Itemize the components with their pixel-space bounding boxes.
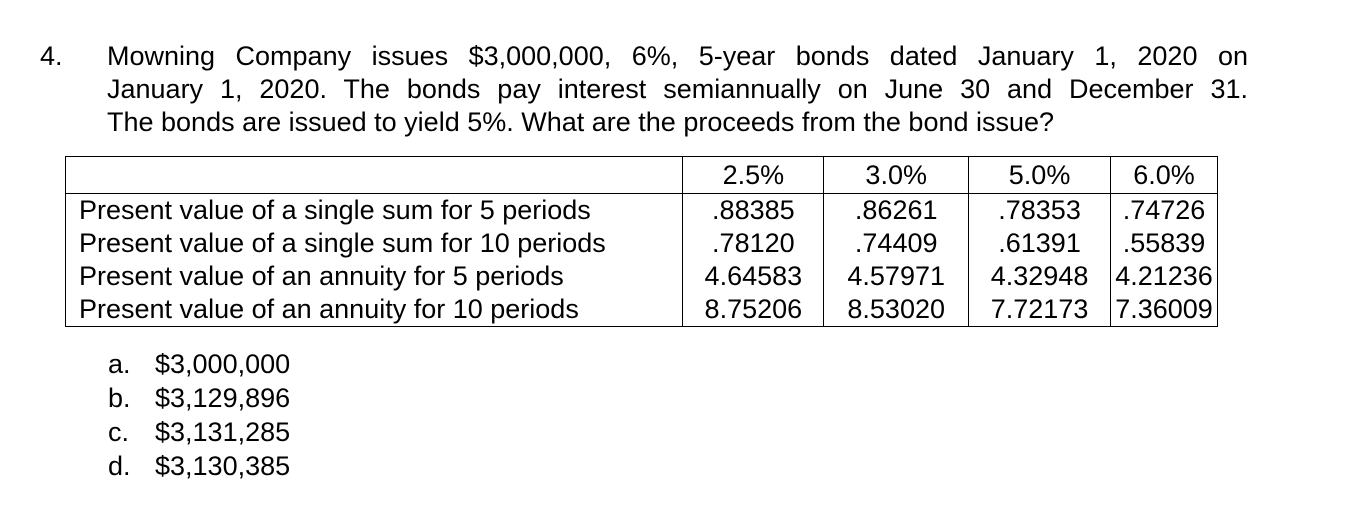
option-letter: a. bbox=[108, 349, 131, 379]
table-cell: 4.32948 bbox=[969, 260, 1111, 293]
table-cell: 4.57971 bbox=[824, 260, 969, 293]
question-number: 4. bbox=[40, 41, 63, 71]
table-cell: 8.53020 bbox=[824, 293, 969, 327]
table-cell: .88385 bbox=[683, 194, 824, 228]
answer-options bbox=[108, 347, 290, 483]
table-cell: 7.36009 bbox=[1110, 293, 1217, 327]
table-header-label bbox=[66, 157, 683, 194]
option-b[interactable] bbox=[108, 381, 290, 415]
table-header-row bbox=[66, 157, 1218, 194]
table-cell: .74726 bbox=[1110, 194, 1217, 228]
option-d[interactable] bbox=[108, 449, 290, 483]
option-text: $3,131,285 bbox=[155, 417, 291, 447]
question-line-1: Mowning Company issues $3,000,000, 6%, 5-year bonds dated January 1, 2020 on bbox=[107, 41, 1248, 71]
option-text: $3,129,896 bbox=[155, 383, 291, 413]
table-cell: .86261 bbox=[824, 194, 969, 228]
option-text: $3,000,000 bbox=[155, 349, 291, 379]
row-label: Present value of an annuity for 5 periods bbox=[66, 260, 683, 293]
column-header: 6.0% bbox=[1110, 157, 1217, 194]
option-text: $3,130,385 bbox=[155, 451, 291, 481]
column-header: 5.0% bbox=[969, 157, 1111, 194]
question-line-2: January 1, 2020. The bonds pay interest semiannually on June 30 and December 31. bbox=[107, 74, 1248, 104]
table-cell: .55839 bbox=[1110, 227, 1217, 260]
table-cell: 7.72173 bbox=[969, 293, 1111, 327]
table-row bbox=[66, 227, 1218, 260]
table-cell: 8.75206 bbox=[683, 293, 824, 327]
table-cell: 4.64583 bbox=[683, 260, 824, 293]
table-row bbox=[66, 260, 1218, 293]
column-header: 3.0% bbox=[824, 157, 969, 194]
table-cell: .61391 bbox=[969, 227, 1111, 260]
option-letter: b. bbox=[108, 383, 131, 413]
table-cell: .78120 bbox=[683, 227, 824, 260]
table-row bbox=[66, 194, 1218, 228]
table-cell: 4.21236 bbox=[1110, 260, 1217, 293]
present-value-table bbox=[65, 156, 1218, 327]
row-label: Present value of a single sum for 10 periods bbox=[66, 227, 683, 260]
row-label: Present value of an annuity for 10 periods bbox=[66, 293, 683, 327]
option-c[interactable] bbox=[108, 415, 290, 449]
question-line-3: The bonds are issued to yield 5%. What are the proceeds from the bond issue? bbox=[107, 107, 1055, 137]
table-cell: .74409 bbox=[824, 227, 969, 260]
option-letter: d. bbox=[108, 451, 131, 481]
option-letter: c. bbox=[108, 417, 130, 447]
row-label: Present value of a single sum for 5 periods bbox=[66, 194, 683, 228]
table-row bbox=[66, 293, 1218, 327]
option-a[interactable] bbox=[108, 347, 290, 381]
column-header: 2.5% bbox=[683, 157, 824, 194]
table-cell: .78353 bbox=[969, 194, 1111, 228]
